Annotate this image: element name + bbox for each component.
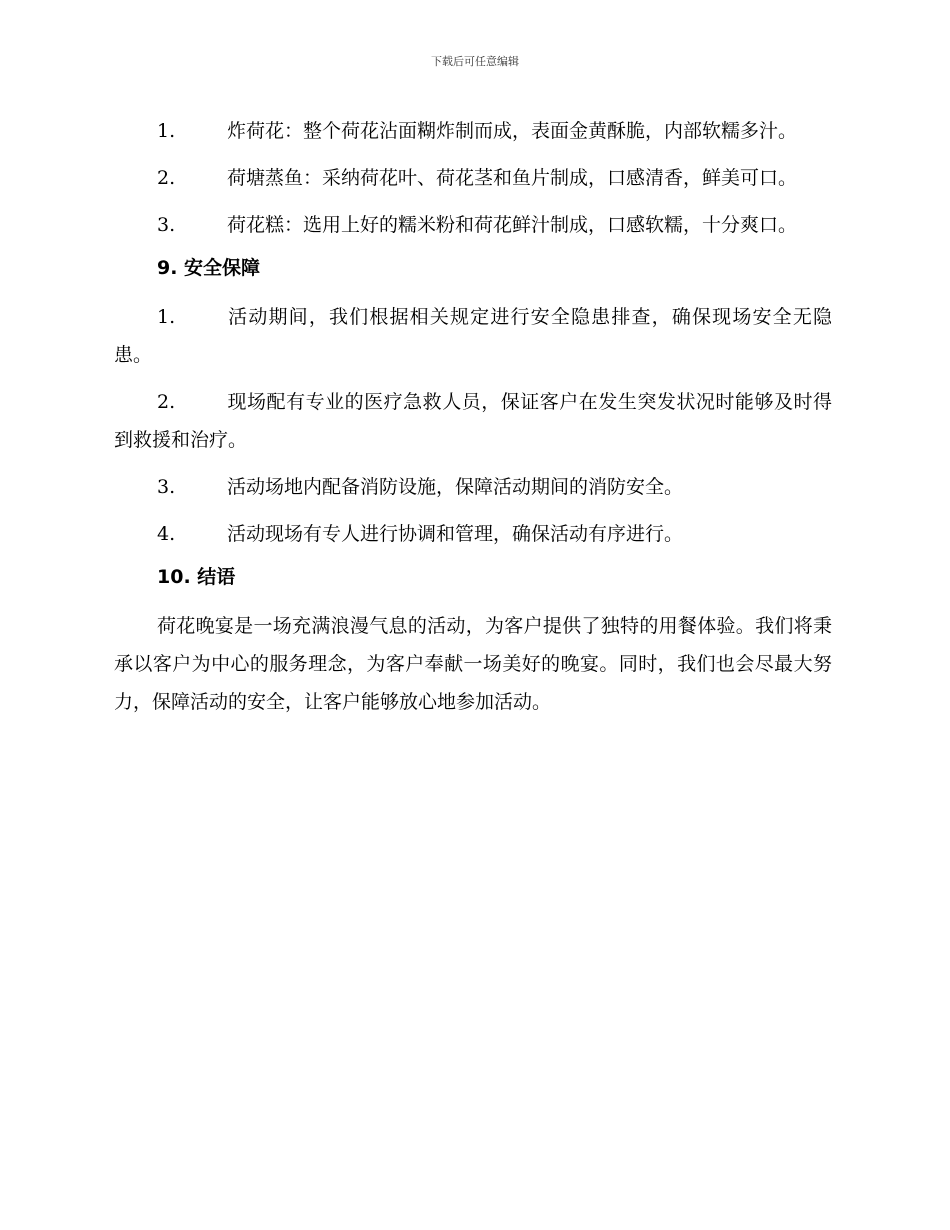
item-text: 活动现场有专人进行协调和管理，确保活动有序进行。 [227,523,684,545]
safety-item-4 [114,515,832,553]
item-number: 3. [157,476,176,498]
section-heading-conclusion: 10. 结语 [157,566,236,588]
conclusion-paragraph: 荷花晚宴是一场充满浪漫气息的活动，为客户提供了独特的用餐体验。我们将秉承以客户为中心的服务理念，为客户奉献一场美好的晚宴。同时，我们也会尽最大努力，保障活动的安全，让客户能够放心地参加活动。 [114,615,832,713]
safety-item-3 [114,468,832,506]
dish-item-3 [114,206,832,244]
item-text: 荷塘蒸鱼：采纳荷花叶、荷花茎和鱼片制成，口感清香，鲜美可口。 [227,167,798,189]
item-number: 3. [157,214,176,236]
dish-item-1 [114,112,832,150]
item-number: 4. [157,523,176,545]
page-header: 下载后可任意编辑 [431,55,519,68]
item-text: 活动场地内配备消防设施，保障活动期间的消防安全。 [227,476,684,498]
item-number: 1. [157,120,176,142]
item-number: 1. [157,306,176,328]
item-text: 现场配有专业的医疗急救人员，保证客户在发生突发状况时能够及时得到救援和治疗。 [114,391,832,451]
safety-item-1 [114,298,832,374]
document-body [114,112,832,721]
dish-item-2 [114,159,832,197]
item-text: 荷花糕：选用上好的糯米粉和荷花鲜汁制成，口感软糯，十分爽口。 [227,214,798,236]
item-text: 活动期间，我们根据相关规定进行安全隐患排查，确保现场安全无隐患。 [114,306,832,366]
item-number: 2. [157,391,176,413]
item-number: 2. [157,167,176,189]
safety-item-2 [114,383,832,459]
section-heading-safety: 9. 安全保障 [157,257,261,279]
item-text: 炸荷花：整个荷花沾面糊炸制而成，表面金黄酥脆，内部软糯多汁。 [227,120,798,142]
